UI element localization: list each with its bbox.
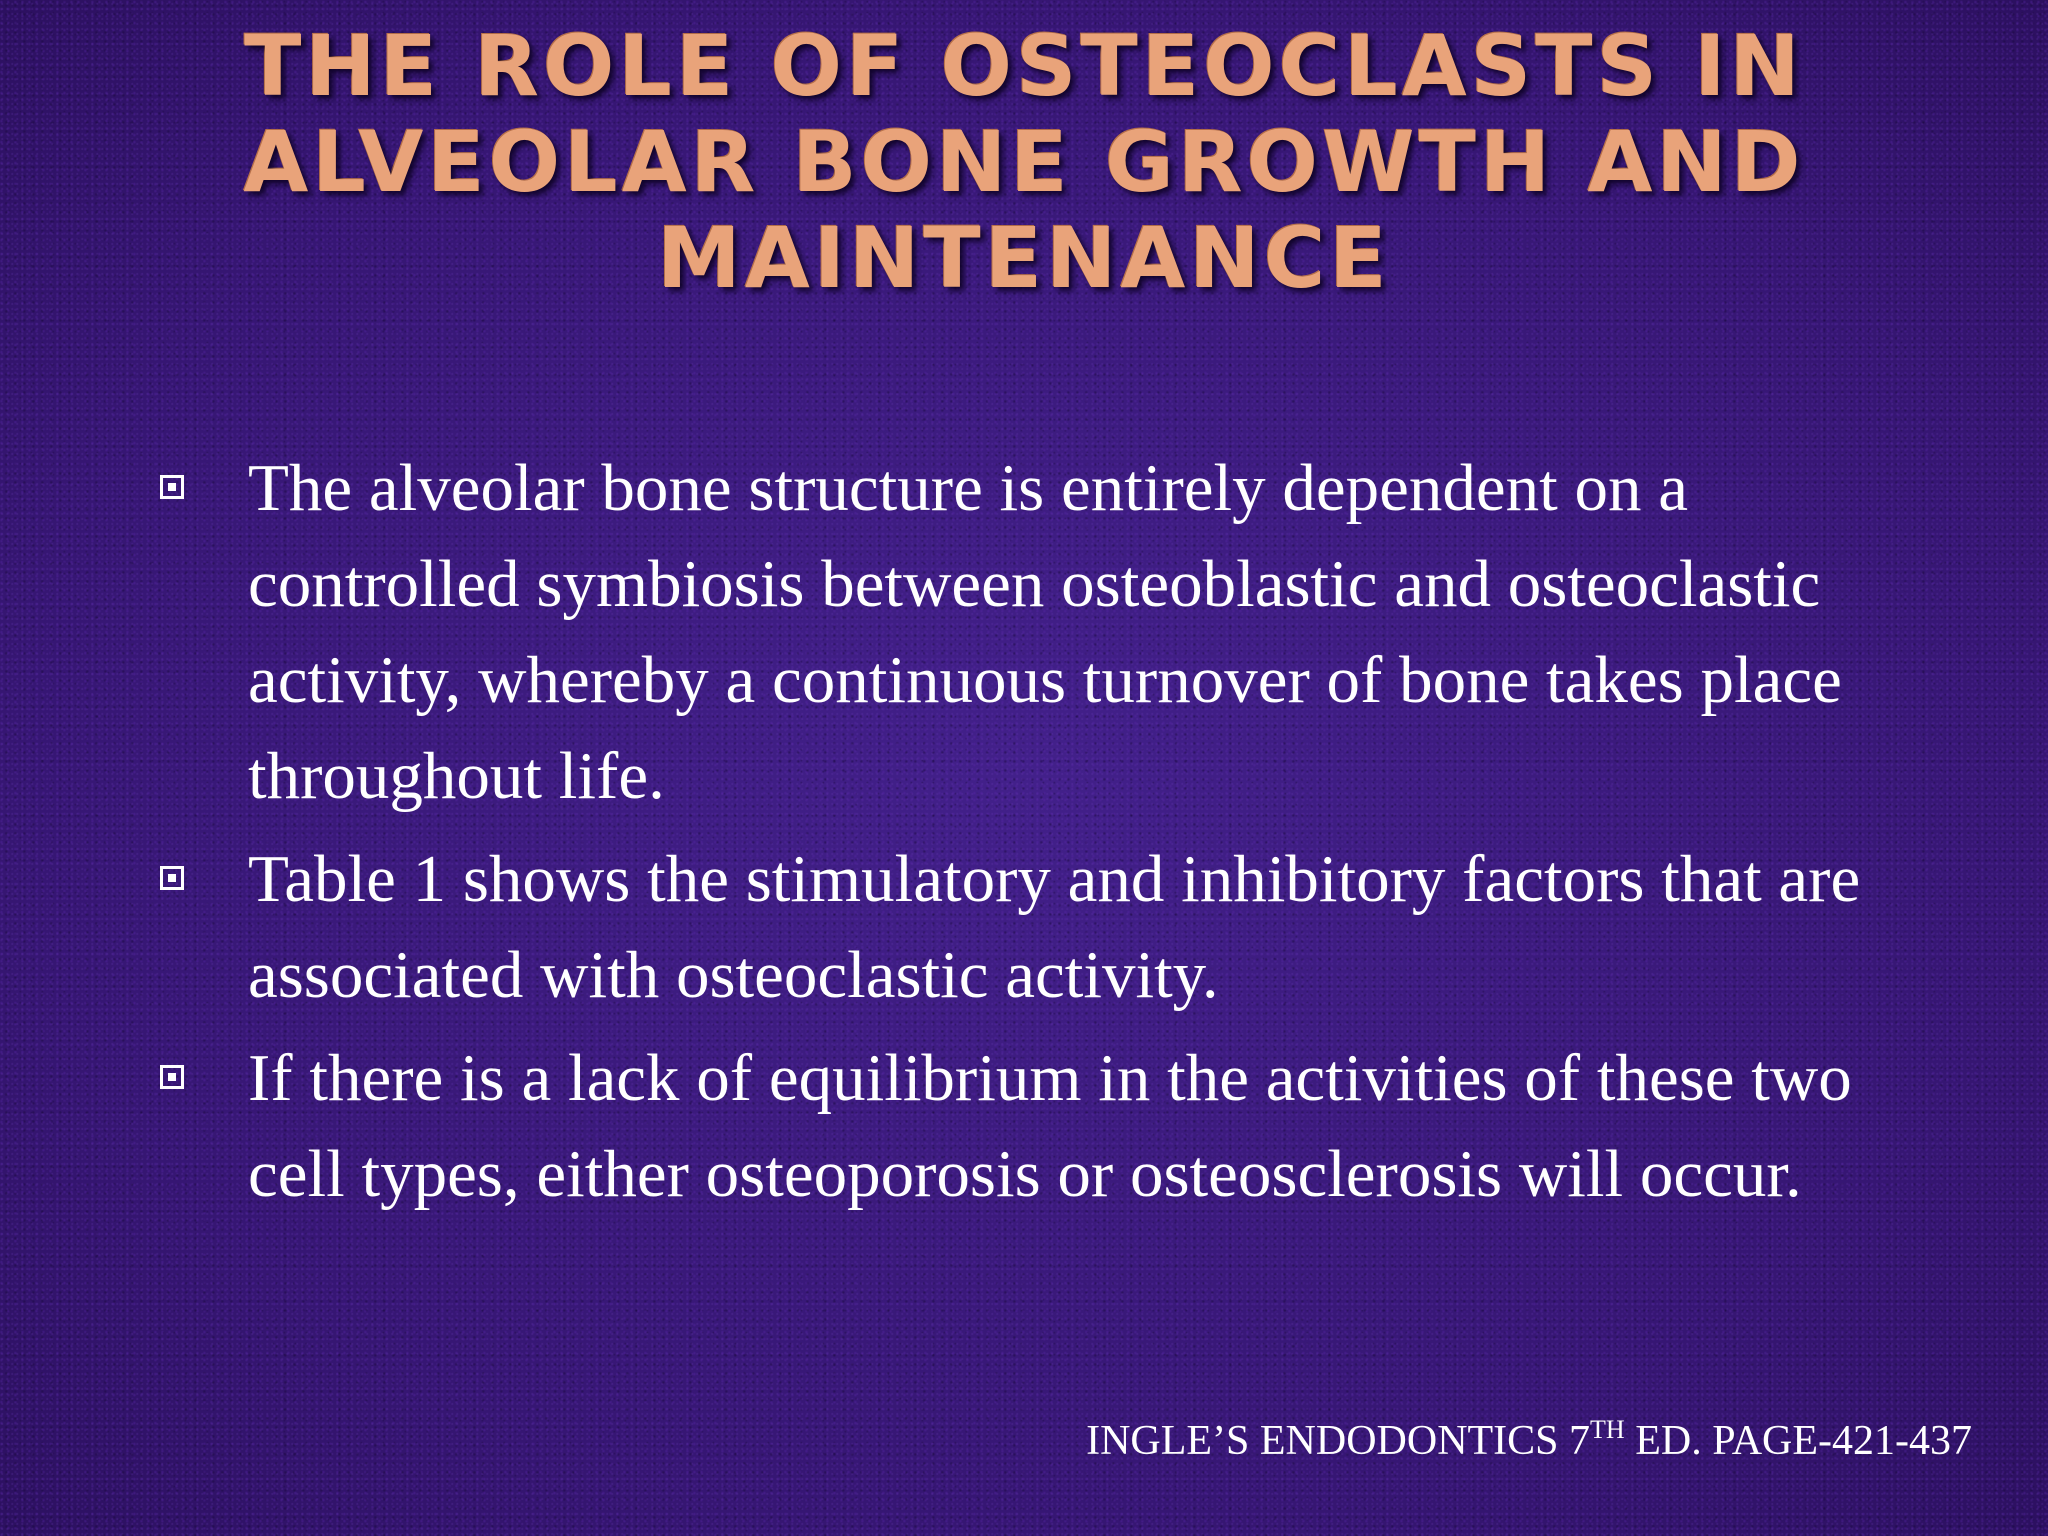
slide-title <box>120 18 1928 306</box>
square-bullet-icon <box>160 475 184 499</box>
source-citation <box>1086 1404 1972 1467</box>
citation-prefix: INGLE’S ENDODONTICS 7 <box>1086 1418 1591 1464</box>
bullet-item <box>150 1030 1930 1222</box>
title-line-3: MAINTENANCE <box>657 209 1391 307</box>
bullet-text: If there is a lack of equilibrium in the activities of these two cell types, either osteoporosis or osteosclerosis will occur. <box>248 1041 1852 1211</box>
bullet-item <box>150 831 1930 1023</box>
title-line-1: THE ROLE OF OSTEOCLASTS IN <box>244 17 1804 115</box>
title-line-2: ALVEOLAR BONE GROWTH AND <box>243 113 1805 211</box>
square-bullet-icon <box>160 1065 184 1089</box>
bullet-list <box>150 440 1930 1229</box>
square-bullet-icon <box>160 866 184 890</box>
citation-suffix: ED. PAGE-421-437 <box>1624 1418 1972 1464</box>
bullet-text: Table 1 shows the stimulatory and inhibitory factors that are associated with osteoclastic activity. <box>248 842 1861 1012</box>
bullet-text: The alveolar bone structure is entirely dependent on a controlled symbiosis between osteoblastic and osteoclastic activity, whereby a continuous turnover of bone takes place throughout life. <box>248 451 1842 813</box>
bullet-item <box>150 440 1930 824</box>
citation-superscript: TH <box>1590 1415 1625 1444</box>
